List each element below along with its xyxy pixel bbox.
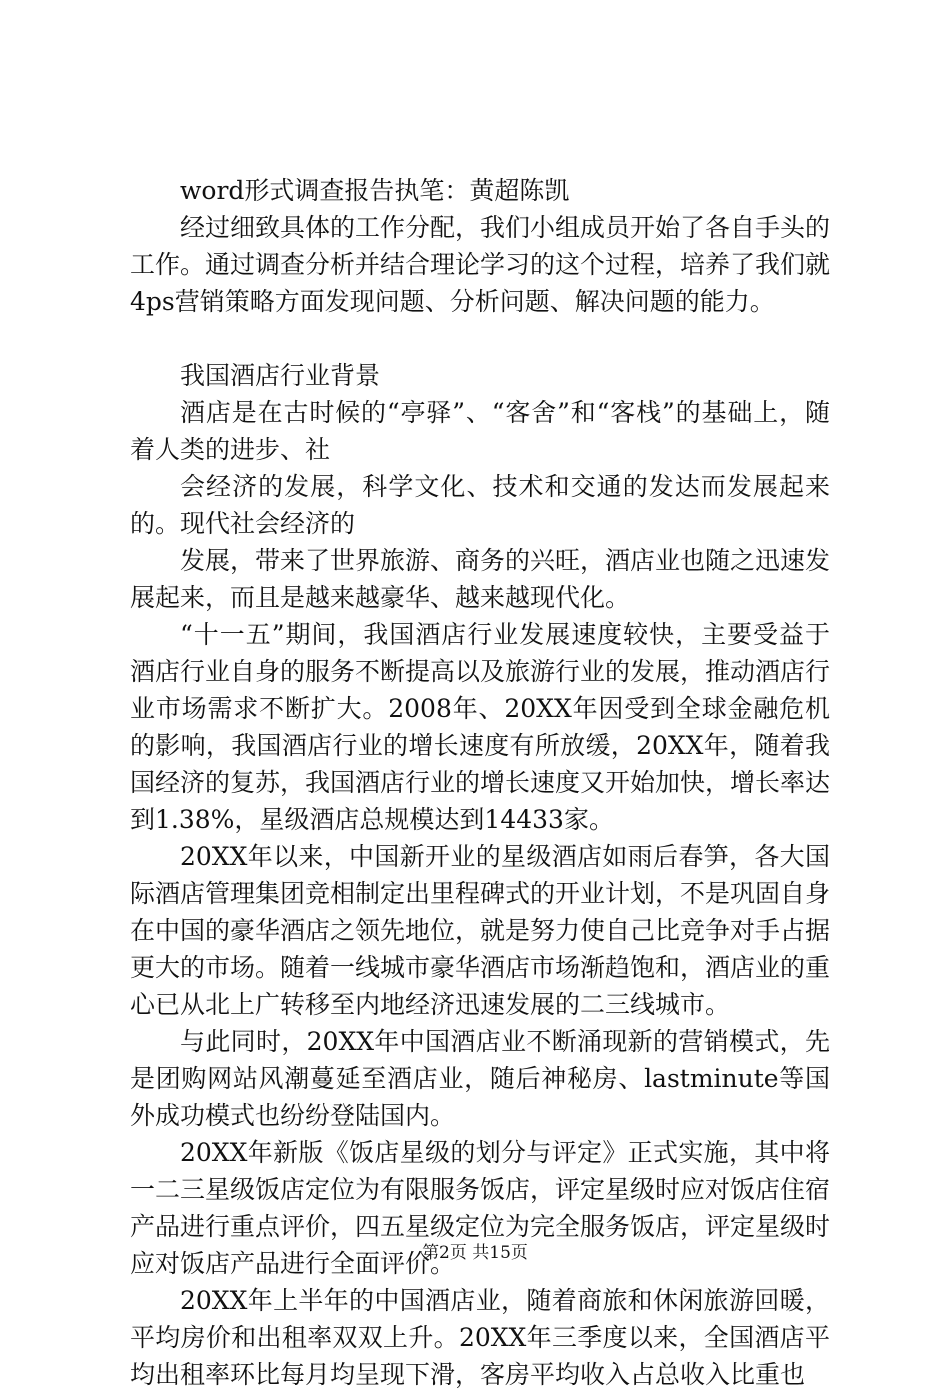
paragraph-social-development: 会经济的发展，科学文化、技术和交通的发达而发展起来的。现代社会经济的: [130, 472, 830, 538]
paragraph-hotel-origin: 酒店是在古时候的“亭驿”、“客舍”和“客栈”的基础上，随着人类的进步、社: [130, 398, 830, 464]
blank-line: [130, 320, 830, 357]
page-number-footer: 第2页 共15页: [422, 1243, 528, 1263]
paragraph-star-rating: 20XX年新版《饭店星级的划分与评定》正式实施，其中将一二三星级饭店定位为有限服务饭店，评定星级时应对饭店住宿产品进行重点评价，四五星级定位为完全服务饭店，评定星级时应对饭店产品进行全面评价。: [130, 1138, 831, 1278]
author-line: word形式调查报告执笔：黄超陈凯: [180, 176, 570, 205]
paragraph-modernization: 发展，带来了世界旅游、商务的兴旺，酒店业也随之迅速发展起来，而且是越来越豪华、越来越现代化。: [130, 546, 831, 612]
paragraph-work-division: 经过细致具体的工作分配，我们小组成员开始了各自手头的工作。通过调查分析并结合理论学习的这个过程，培养了我们就4ps营销策略方面发现问题、分析问题、解决问题的能力。: [130, 213, 831, 316]
section-heading: 我国酒店行业背景: [180, 361, 381, 390]
paragraph-new-hotels: 20XX年以来，中国新开业的星级酒店如雨后春笋，各大国际酒店管理集团竞相制定出里程碑式的开业计划，不是巩固自身在中国的豪华酒店之领先地位，就是努力使自己比竞争对手占据更大的市场。随着一线城市豪华酒店市场渐趋饱和，酒店业的重心已从北上广转移至内地经济迅速发展的二三线城市。: [130, 842, 831, 1019]
paragraph-five-year-plan: “十一五”期间，我国酒店行业发展速度较快，主要受益于酒店行业自身的服务不断提高以及旅游行业的发展，推动酒店行业市场需求不断扩大。2008年、20XX年因受到全球金融危机的影响，我国酒店行业的增长速度有所放缓，20XX年，随着我国经济的复苏，我国酒店行业的增长速度又开始加快，增长率达到1.38%，星级酒店总规模达到14433家。: [130, 620, 831, 834]
paragraph-marketing-models: 与此同时，20XX年中国酒店业不断涌现新的营销模式，先是团购网站风潮蔓延至酒店业，随后神秘房、lastminute等国外成功模式也纷纷登陆国内。: [130, 1027, 830, 1130]
paragraph-first-half: 20XX年上半年的中国酒店业，随着商旅和休闲旅游回暖，平均房价和出租率双双上升。20XX年三季度以来，全国酒店平均出租率环比每月均呈现下滑，客房平均收入占总收入比重也: [130, 1286, 830, 1389]
document-body: [130, 172, 830, 1393]
